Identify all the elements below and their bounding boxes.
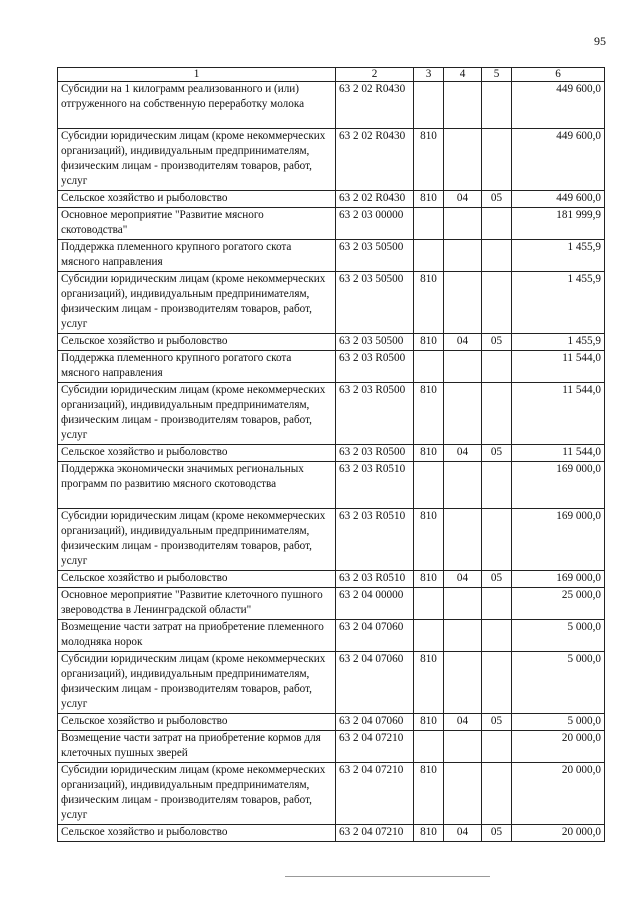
cell-subsection [482,588,512,620]
cell-target-code: 63 2 03 R0500 [336,351,414,383]
cell-amount: 20 000,0 [512,825,605,842]
cell-amount: 1 455,9 [512,272,605,334]
cell-amount: 25 000,0 [512,588,605,620]
table-row [58,383,605,445]
cell-expense-type [414,462,444,509]
table-row [58,129,605,191]
cell-target-code: 63 2 04 07060 [336,652,414,714]
cell-expense-type [414,82,444,129]
cell-expense-type: 810 [414,383,444,445]
cell-section [444,351,482,383]
table-row [58,351,605,383]
cell-amount: 1 455,9 [512,334,605,351]
bottom-divider [285,876,490,877]
cell-expense-type [414,240,444,272]
cell-expense-type: 810 [414,129,444,191]
cell-target-code: 63 2 04 07210 [336,763,414,825]
cell-target-code: 63 2 04 07210 [336,825,414,842]
cell-section [444,129,482,191]
cell-expense-type: 810 [414,763,444,825]
cell-target-code: 63 2 03 50500 [336,334,414,351]
cell-amount: 5 000,0 [512,652,605,714]
budget-table [57,67,605,842]
cell-subsection [482,763,512,825]
table-row [58,571,605,588]
table-row [58,240,605,272]
cell-name: Сельское хозяйство и рыболовство [58,825,336,842]
cell-section: 04 [444,334,482,351]
cell-expense-type: 810 [414,571,444,588]
table-header [58,68,605,82]
cell-name: Возмещение части затрат на приобретение кормов для клеточных пушных зверей [58,731,336,763]
cell-section: 04 [444,714,482,731]
cell-amount: 169 000,0 [512,509,605,571]
cell-subsection [482,208,512,240]
cell-subsection [482,82,512,129]
table-row [58,588,605,620]
table-row [58,652,605,714]
cell-expense-type [414,208,444,240]
cell-expense-type [414,731,444,763]
cell-section [444,82,482,129]
cell-target-code: 63 2 04 07210 [336,731,414,763]
cell-name: Сельское хозяйство и рыболовство [58,191,336,208]
cell-subsection [482,129,512,191]
cell-amount: 5 000,0 [512,620,605,652]
cell-subsection [482,731,512,763]
cell-target-code: 63 2 04 07060 [336,714,414,731]
cell-target-code: 63 2 04 07060 [336,620,414,652]
cell-subsection [482,240,512,272]
cell-section [444,588,482,620]
cell-amount: 449 600,0 [512,191,605,208]
cell-subsection [482,383,512,445]
cell-amount: 5 000,0 [512,714,605,731]
cell-expense-type: 810 [414,825,444,842]
cell-name: Субсидии юридическим лицам (кроме некоммерческих организаций), индивидуальным предпринимателям, физическим лицам - производителям товаров, работ, услуг [58,129,336,191]
table-row [58,714,605,731]
cell-amount: 20 000,0 [512,731,605,763]
cell-section [444,620,482,652]
header-row [58,68,605,82]
cell-section: 04 [444,191,482,208]
table-row [58,462,605,509]
cell-name: Основное мероприятие "Развитие мясного скотоводства" [58,208,336,240]
cell-name: Основное мероприятие "Развитие клеточного пушного звероводства в Ленинградской области" [58,588,336,620]
cell-expense-type: 810 [414,334,444,351]
cell-name: Сельское хозяйство и рыболовство [58,571,336,588]
cell-name: Субсидии юридическим лицам (кроме некоммерческих организаций), индивидуальным предпринимателям, физическим лицам - производителям товаров, работ, услуг [58,509,336,571]
cell-expense-type [414,588,444,620]
cell-name: Субсидии юридическим лицам (кроме некоммерческих организаций), индивидуальным предпринимателям, физическим лицам - производителям товаров, работ, услуг [58,652,336,714]
cell-name: Сельское хозяйство и рыболовство [58,334,336,351]
cell-amount: 181 999,9 [512,208,605,240]
cell-subsection: 05 [482,714,512,731]
cell-name: Субсидии юридическим лицам (кроме некоммерческих организаций), индивидуальным предпринимателям, физическим лицам - производителям товаров, работ, услуг [58,763,336,825]
cell-section [444,462,482,509]
cell-section [444,272,482,334]
cell-subsection: 05 [482,191,512,208]
table-body [58,82,605,842]
cell-section: 04 [444,571,482,588]
cell-target-code: 63 2 03 R0510 [336,571,414,588]
cell-section [444,763,482,825]
cell-subsection [482,620,512,652]
cell-amount: 1 455,9 [512,240,605,272]
cell-subsection: 05 [482,571,512,588]
cell-section: 04 [444,445,482,462]
cell-amount: 449 600,0 [512,129,605,191]
cell-name: Сельское хозяйство и рыболовство [58,714,336,731]
cell-target-code: 63 2 03 R0500 [336,445,414,462]
cell-section [444,731,482,763]
cell-subsection [482,509,512,571]
cell-amount: 169 000,0 [512,462,605,509]
cell-target-code: 63 2 03 50500 [336,272,414,334]
cell-expense-type [414,351,444,383]
cell-expense-type: 810 [414,714,444,731]
cell-amount: 11 544,0 [512,351,605,383]
cell-subsection: 05 [482,825,512,842]
cell-expense-type: 810 [414,445,444,462]
cell-subsection: 05 [482,445,512,462]
table-row [58,825,605,842]
header-col-4: 4 [444,68,482,82]
cell-section [444,240,482,272]
cell-subsection [482,351,512,383]
cell-target-code: 63 2 02 R0430 [336,129,414,191]
header-col-6: 6 [512,68,605,82]
cell-amount: 20 000,0 [512,763,605,825]
table-row [58,731,605,763]
cell-target-code: 63 2 02 R0430 [336,82,414,129]
cell-section [444,509,482,571]
cell-expense-type: 810 [414,652,444,714]
cell-target-code: 63 2 03 00000 [336,208,414,240]
table-row [58,208,605,240]
header-col-5: 5 [482,68,512,82]
cell-subsection [482,462,512,509]
cell-name: Субсидии юридическим лицам (кроме некоммерческих организаций), индивидуальным предпринимателям, физическим лицам - производителям товаров, работ, услуг [58,383,336,445]
cell-target-code: 63 2 02 R0430 [336,191,414,208]
cell-subsection [482,272,512,334]
table-row [58,763,605,825]
cell-target-code: 63 2 04 00000 [336,588,414,620]
cell-section [444,208,482,240]
cell-name: Поддержка племенного крупного рогатого скота мясного направления [58,240,336,272]
cell-expense-type: 810 [414,509,444,571]
cell-expense-type [414,620,444,652]
cell-target-code: 63 2 03 50500 [336,240,414,272]
cell-amount: 11 544,0 [512,383,605,445]
table-row [58,620,605,652]
cell-amount: 449 600,0 [512,82,605,129]
cell-target-code: 63 2 03 R0510 [336,462,414,509]
table-row [58,191,605,208]
table-row [58,334,605,351]
cell-name: Поддержка экономически значимых региональных программ по развитию мясного скотоводства [58,462,336,509]
cell-section: 04 [444,825,482,842]
cell-section [444,652,482,714]
header-col-2: 2 [336,68,414,82]
cell-expense-type: 810 [414,191,444,208]
table-row [58,82,605,129]
cell-section [444,383,482,445]
cell-target-code: 63 2 03 R0500 [336,383,414,445]
cell-name: Субсидии на 1 килограмм реализованного и (или) отгруженного на собственную переработку молока [58,82,336,129]
cell-name: Сельское хозяйство и рыболовство [58,445,336,462]
cell-subsection [482,652,512,714]
cell-name: Возмещение части затрат на приобретение племенного молодняка норок [58,620,336,652]
cell-subsection: 05 [482,334,512,351]
page-number: 95 [594,34,606,48]
table-row [58,445,605,462]
cell-name: Поддержка племенного крупного рогатого скота мясного направления [58,351,336,383]
table-row [58,509,605,571]
header-col-1: 1 [58,68,336,82]
cell-expense-type: 810 [414,272,444,334]
cell-amount: 169 000,0 [512,571,605,588]
cell-amount: 11 544,0 [512,445,605,462]
cell-name: Субсидии юридическим лицам (кроме некоммерческих организаций), индивидуальным предпринимателям, физическим лицам - производителям товаров, работ, услуг [58,272,336,334]
cell-target-code: 63 2 03 R0510 [336,509,414,571]
header-col-3: 3 [414,68,444,82]
table-row [58,272,605,334]
